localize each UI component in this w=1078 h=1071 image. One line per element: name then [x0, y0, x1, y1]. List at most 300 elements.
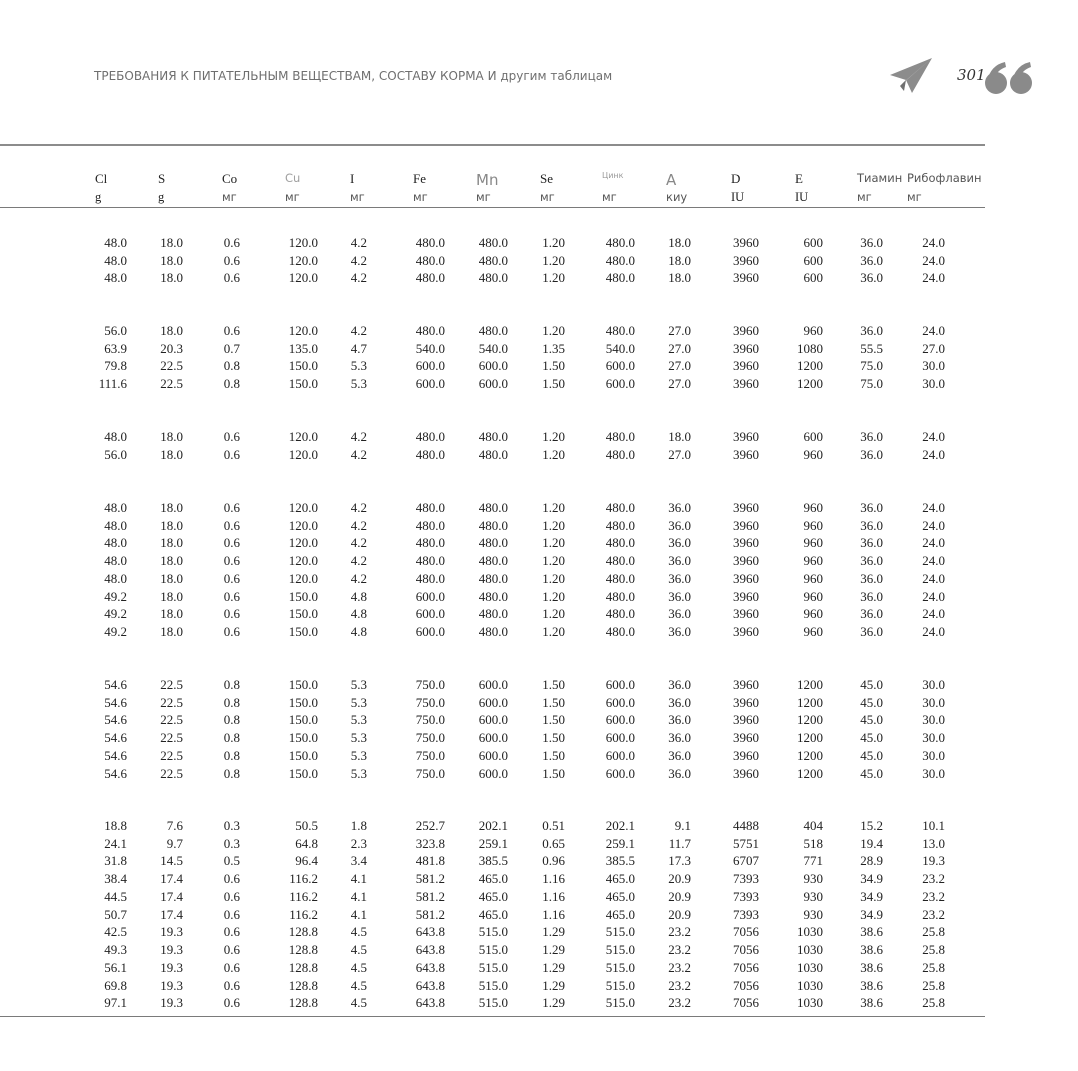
table-cell: 600.0 [605, 730, 635, 746]
table-cell: 22.5 [160, 730, 183, 746]
table-cell: 600.0 [415, 606, 445, 622]
table-cell: 27.0 [668, 358, 691, 374]
table-cell: 0.6 [223, 270, 240, 286]
table-cell: 36.0 [860, 446, 883, 462]
table-cell: 600.0 [605, 677, 635, 692]
table-cell: 1.20 [542, 429, 565, 444]
table-cell: 50.7 [104, 906, 127, 922]
table-cell: 385.5 [478, 853, 508, 869]
table-cell: 55.5 [860, 340, 883, 356]
table-cell: 30.0 [922, 730, 945, 746]
table-cell: 515.0 [478, 959, 508, 975]
table-cell: 48.0 [104, 270, 127, 286]
table-cell: 600.0 [478, 358, 508, 374]
table-cell: 50.5 [295, 818, 318, 833]
table-cell: 14.5 [160, 853, 183, 869]
table-cell: 18.0 [668, 252, 691, 268]
table-cell: 23.2 [668, 924, 691, 940]
table-cell: 4.2 [350, 446, 367, 462]
table-cell: 31.8 [104, 853, 127, 869]
table-cell: 3960 [733, 340, 759, 356]
table-cell: 54.6 [104, 677, 127, 692]
table-cell: 19.3 [160, 959, 183, 975]
table-cell: 0.8 [223, 677, 240, 692]
table-cell: 19.3 [160, 924, 183, 940]
table-cell: 48.0 [104, 570, 127, 586]
table-cell: 4.2 [350, 323, 367, 338]
table-cell: 5.3 [350, 747, 367, 763]
table-cell: 480.0 [605, 235, 635, 250]
column-unit-9: киу [666, 190, 688, 204]
table-cell: 18.0 [160, 323, 183, 338]
column-unit-2: мг [222, 190, 237, 204]
table-cell: 0.6 [223, 871, 240, 887]
table-cell: 36.0 [860, 588, 883, 604]
table-cell: 1.50 [542, 765, 565, 781]
table-cell: 0.8 [223, 358, 240, 374]
table-cell: 600.0 [478, 747, 508, 763]
table-cell: 480.0 [605, 553, 635, 569]
column-unit-6: мг [476, 190, 491, 204]
table-cell: 480.0 [605, 323, 635, 338]
table-cell: 5.3 [350, 358, 367, 374]
table-cell: 1.20 [542, 446, 565, 462]
table-cell: 38.6 [860, 959, 883, 975]
table-cell: 7393 [733, 888, 759, 904]
table-cell: 36.0 [860, 517, 883, 533]
table-cell: 480.0 [415, 270, 445, 286]
table-cell: 1.20 [542, 270, 565, 286]
table-cell: 4.5 [350, 995, 367, 1011]
table-cell: 3960 [733, 446, 759, 462]
table-cell: 515.0 [478, 924, 508, 940]
table-cell: 120.0 [288, 323, 318, 338]
table-cell: 36.0 [860, 500, 883, 515]
table-cell: 202.1 [478, 818, 508, 833]
table-cell: 600.0 [478, 694, 508, 710]
table-cell: 0.6 [223, 888, 240, 904]
table-cell: 150.0 [288, 694, 318, 710]
table-cell: 48.0 [104, 535, 127, 551]
table-cell: 1.20 [542, 535, 565, 551]
table-cell: 643.8 [415, 977, 445, 993]
column-unit-10: IU [731, 190, 745, 204]
table-cell: 150.0 [288, 765, 318, 781]
table-cell: 1.20 [542, 323, 565, 338]
table-cell: 1.20 [542, 606, 565, 622]
table-cell: 9.7 [166, 835, 183, 851]
table-cell: 5.3 [350, 694, 367, 710]
table-cell: 36.0 [668, 535, 691, 551]
table-cell: 18.0 [160, 570, 183, 586]
table-cell: 120.0 [288, 429, 318, 444]
table-cell: 22.5 [160, 712, 183, 728]
table-cell: 600.0 [415, 624, 445, 639]
table-cell: 18.0 [160, 270, 183, 286]
table-cell: 3960 [733, 694, 759, 710]
table-cell: 0.6 [223, 906, 240, 922]
table-cell: 930 [803, 906, 823, 922]
table-cell: 150.0 [288, 588, 318, 604]
table-cell: 54.6 [104, 765, 127, 781]
table-cell: 1200 [797, 730, 823, 746]
table-cell: 19.3 [160, 977, 183, 993]
table-cell: 480.0 [478, 517, 508, 533]
table-cell: 150.0 [288, 606, 318, 622]
column-header-13: Рибофлавин [907, 171, 982, 185]
table-cell: 252.7 [415, 818, 445, 833]
table-cell: 960 [803, 323, 823, 338]
table-cell: 518 [803, 835, 823, 851]
table-cell: 17.4 [160, 888, 183, 904]
table-cell: 120.0 [288, 570, 318, 586]
table-cell: 1.29 [542, 959, 565, 975]
table-cell: 480.0 [605, 535, 635, 551]
table-cell: 24.0 [922, 553, 945, 569]
column-header-3: Cu [285, 171, 301, 185]
table-cell: 1.16 [542, 906, 565, 922]
table-cell: 36.0 [668, 588, 691, 604]
table-cell: 259.1 [605, 835, 635, 851]
table-cell: 128.8 [288, 977, 318, 993]
table-cell: 45.0 [860, 730, 883, 746]
table-cell: 0.5 [223, 853, 240, 869]
table-cell: 480.0 [415, 252, 445, 268]
table-cell: 4.2 [350, 553, 367, 569]
table-cell: 600.0 [415, 376, 445, 392]
table-cell: 1.50 [542, 358, 565, 374]
table-cell: 150.0 [288, 376, 318, 392]
table-cell: 24.1 [104, 835, 127, 851]
table-cell: 3960 [733, 730, 759, 746]
table-cell: 0.6 [223, 553, 240, 569]
table-cell: 27.0 [668, 446, 691, 462]
table-cell: 515.0 [605, 995, 635, 1011]
table-cell: 42.5 [104, 924, 127, 940]
table-top-rule [0, 144, 985, 146]
table-cell: 36.0 [860, 535, 883, 551]
table-cell: 4.8 [350, 606, 367, 622]
table-cell: 10.1 [922, 818, 945, 833]
table-cell: 0.6 [223, 429, 240, 444]
table-cell: 36.0 [860, 429, 883, 444]
table-cell: 25.8 [922, 959, 945, 975]
table-cell: 22.5 [160, 694, 183, 710]
table-cell: 54.6 [104, 694, 127, 710]
table-cell: 750.0 [415, 747, 445, 763]
table-cell: 4.2 [350, 517, 367, 533]
column-header-6: Mn [476, 171, 499, 189]
table-cell: 48.0 [104, 429, 127, 444]
table-cell: 49.2 [104, 588, 127, 604]
table-cell: 1.20 [542, 517, 565, 533]
table-cell: 4.2 [350, 429, 367, 444]
table-cell: 1.16 [542, 871, 565, 887]
column-unit-0: g [95, 190, 102, 204]
table-cell: 465.0 [605, 871, 635, 887]
table-cell: 17.3 [668, 853, 691, 869]
table-cell: 540.0 [415, 340, 445, 356]
table-cell: 4.2 [350, 252, 367, 268]
table-cell: 480.0 [605, 446, 635, 462]
table-cell: 3960 [733, 765, 759, 781]
table-cell: 20.3 [160, 340, 183, 356]
table-cell: 22.5 [160, 677, 183, 692]
table-cell: 56.0 [104, 323, 127, 338]
table-cell: 18.0 [668, 270, 691, 286]
table-cell: 48.0 [104, 500, 127, 515]
table-cell: 465.0 [478, 888, 508, 904]
table-cell: 64.8 [295, 835, 318, 851]
table-cell: 480.0 [605, 500, 635, 515]
column-header-10: D [731, 171, 741, 186]
table-cell: 581.2 [415, 888, 445, 904]
column-unit-1: g [158, 190, 165, 204]
table-cell: 600.0 [605, 765, 635, 781]
table-cell: 3960 [733, 712, 759, 728]
table-cell: 480.0 [478, 446, 508, 462]
table-cell: 7.6 [166, 818, 183, 833]
table-cell: 18.0 [160, 535, 183, 551]
table-cell: 54.6 [104, 730, 127, 746]
table-cell: 150.0 [288, 730, 318, 746]
table-cell: 23.2 [922, 888, 945, 904]
table-cell: 960 [803, 535, 823, 551]
table-cell: 600 [803, 235, 823, 250]
table-cell: 480.0 [605, 270, 635, 286]
table-cell: 15.2 [860, 818, 883, 833]
table-cell: 19.3 [922, 853, 945, 869]
table-cell: 23.2 [922, 871, 945, 887]
table-cell: 1030 [797, 924, 823, 940]
table-cell: 36.0 [668, 517, 691, 533]
table-cell: 5.3 [350, 376, 367, 392]
table-cell: 480.0 [478, 429, 508, 444]
table-cell: 0.8 [223, 747, 240, 763]
table-cell: 128.8 [288, 924, 318, 940]
table-cell: 128.8 [288, 995, 318, 1011]
table-cell: 1030 [797, 959, 823, 975]
table-cell: 3960 [733, 500, 759, 515]
table-cell: 34.9 [860, 871, 883, 887]
table-cell: 600.0 [478, 677, 508, 692]
table-cell: 3960 [733, 570, 759, 586]
table-cell: 4.5 [350, 942, 367, 957]
column-header-4: I [350, 171, 355, 186]
table-cell: 23.2 [668, 977, 691, 993]
column-header-1: S [158, 171, 166, 186]
column-header-5: Fe [413, 171, 426, 186]
table-cell: 515.0 [605, 959, 635, 975]
table-cell: 54.6 [104, 712, 127, 728]
table-cell: 34.9 [860, 906, 883, 922]
table-cell: 3960 [733, 553, 759, 569]
table-cell: 135.0 [288, 340, 318, 356]
table-cell: 960 [803, 606, 823, 622]
table-cell: 36.0 [668, 694, 691, 710]
column-header-11: E [795, 171, 803, 186]
table-cell: 27.0 [668, 323, 691, 338]
table-cell: 465.0 [605, 888, 635, 904]
table-cell: 643.8 [415, 959, 445, 975]
table-cell: 128.8 [288, 959, 318, 975]
table-cell: 4.2 [350, 500, 367, 515]
table-cell: 1030 [797, 977, 823, 993]
table-cell: 480.0 [478, 235, 508, 250]
table-cell: 5751 [733, 835, 759, 851]
table-cell: 120.0 [288, 535, 318, 551]
table-cell: 540.0 [605, 340, 635, 356]
table-cell: 480.0 [415, 517, 445, 533]
table-cell: 30.0 [922, 765, 945, 781]
table-cell: 1200 [797, 358, 823, 374]
table-cell: 4.8 [350, 624, 367, 639]
table-cell: 13.0 [922, 835, 945, 851]
table-cell: 45.0 [860, 677, 883, 692]
table-cell: 3960 [733, 270, 759, 286]
table-cell: 4.7 [350, 340, 367, 356]
table-cell: 45.0 [860, 712, 883, 728]
table-cell: 480.0 [605, 252, 635, 268]
table-cell: 0.3 [223, 818, 240, 833]
table-cell: 480.0 [478, 588, 508, 604]
table-cell: 5.3 [350, 765, 367, 781]
table-cell: 480.0 [415, 553, 445, 569]
table-cell: 19.3 [160, 942, 183, 957]
table-cell: 36.0 [668, 730, 691, 746]
table-cell: 480.0 [415, 235, 445, 250]
table-cell: 7056 [733, 959, 759, 975]
table-cell: 600.0 [415, 588, 445, 604]
table-cell: 4.5 [350, 924, 367, 940]
table-cell: 480.0 [478, 500, 508, 515]
table-header-rule [0, 207, 985, 208]
table-cell: 480.0 [478, 270, 508, 286]
table-cell: 0.6 [223, 606, 240, 622]
table-cell: 34.9 [860, 888, 883, 904]
column-unit-13: мг [907, 190, 922, 204]
table-cell: 465.0 [478, 906, 508, 922]
table-cell: 515.0 [478, 942, 508, 957]
table-cell: 2.3 [350, 835, 367, 851]
table-cell: 30.0 [922, 747, 945, 763]
table-cell: 1.35 [542, 340, 565, 356]
table-cell: 480.0 [478, 606, 508, 622]
table-cell: 600.0 [478, 730, 508, 746]
table-cell: 0.6 [223, 959, 240, 975]
table-cell: 1.29 [542, 942, 565, 957]
table-cell: 18.0 [160, 553, 183, 569]
table-cell: 480.0 [415, 323, 445, 338]
table-cell: 54.6 [104, 747, 127, 763]
table-cell: 36.0 [860, 624, 883, 639]
table-cell: 0.6 [223, 517, 240, 533]
table-cell: 17.4 [160, 871, 183, 887]
table-cell: 69.8 [104, 977, 127, 993]
table-cell: 45.0 [860, 747, 883, 763]
table-cell: 1080 [797, 340, 823, 356]
column-unit-12: мг [857, 190, 872, 204]
table-cell: 27.0 [922, 340, 945, 356]
table-cell: 120.0 [288, 446, 318, 462]
table-cell: 600.0 [478, 765, 508, 781]
table-cell: 1.20 [542, 624, 565, 639]
table-cell: 600.0 [478, 712, 508, 728]
column-header-12: Тиамин [857, 171, 903, 185]
table-cell: 1.20 [542, 252, 565, 268]
table-cell: 48.0 [104, 235, 127, 250]
table-cell: 3960 [733, 376, 759, 392]
table-cell: 3960 [733, 429, 759, 444]
table-cell: 7056 [733, 942, 759, 957]
table-cell: 4.5 [350, 959, 367, 975]
table-cell: 480.0 [605, 429, 635, 444]
table-cell: 4.1 [350, 906, 367, 922]
table-cell: 18.0 [160, 429, 183, 444]
table-cell: 5.3 [350, 677, 367, 692]
table-cell: 150.0 [288, 677, 318, 692]
table-cell: 120.0 [288, 500, 318, 515]
table-cell: 24.0 [922, 323, 945, 338]
table-cell: 36.0 [860, 553, 883, 569]
table-cell: 36.0 [860, 606, 883, 622]
table-cell: 1.50 [542, 677, 565, 692]
table-cell: 25.8 [922, 924, 945, 940]
table-cell: 600 [803, 270, 823, 286]
table-cell: 480.0 [478, 535, 508, 551]
table-cell: 19.4 [860, 835, 883, 851]
table-cell: 128.8 [288, 942, 318, 957]
table-cell: 36.0 [668, 677, 691, 692]
table-cell: 18.0 [668, 235, 691, 250]
table-cell: 515.0 [605, 924, 635, 940]
table-cell: 1.50 [542, 712, 565, 728]
quote-icon [983, 60, 1035, 96]
table-cell: 465.0 [478, 871, 508, 887]
table-cell: 0.6 [223, 500, 240, 515]
column-header-9: A [666, 171, 677, 189]
table-cell: 18.0 [160, 252, 183, 268]
table-cell: 960 [803, 500, 823, 515]
table-cell: 515.0 [478, 995, 508, 1011]
table-cell: 1.20 [542, 588, 565, 604]
column-unit-11: IU [795, 190, 809, 204]
table-cell: 24.0 [922, 429, 945, 444]
table-cell: 120.0 [288, 235, 318, 250]
table-cell: 30.0 [922, 376, 945, 392]
table-cell: 480.0 [478, 624, 508, 639]
table-cell: 48.0 [104, 553, 127, 569]
table-cell: 515.0 [605, 942, 635, 957]
table-cell: 18.0 [160, 235, 183, 250]
table-cell: 116.2 [289, 871, 318, 887]
table-cell: 36.0 [860, 570, 883, 586]
table-cell: 4.8 [350, 588, 367, 604]
table-cell: 22.5 [160, 747, 183, 763]
table-cell: 480.0 [478, 323, 508, 338]
table-cell: 18.0 [160, 517, 183, 533]
table-cell: 3960 [733, 323, 759, 338]
table-cell: 23.2 [668, 942, 691, 957]
table-cell: 30.0 [922, 712, 945, 728]
table-cell: 27.0 [668, 376, 691, 392]
table-cell: 515.0 [605, 977, 635, 993]
table-cell: 116.2 [289, 888, 318, 904]
table-cell: 515.0 [478, 977, 508, 993]
table-cell: 27.0 [668, 340, 691, 356]
table-cell: 404 [803, 818, 823, 833]
table-cell: 17.4 [160, 906, 183, 922]
